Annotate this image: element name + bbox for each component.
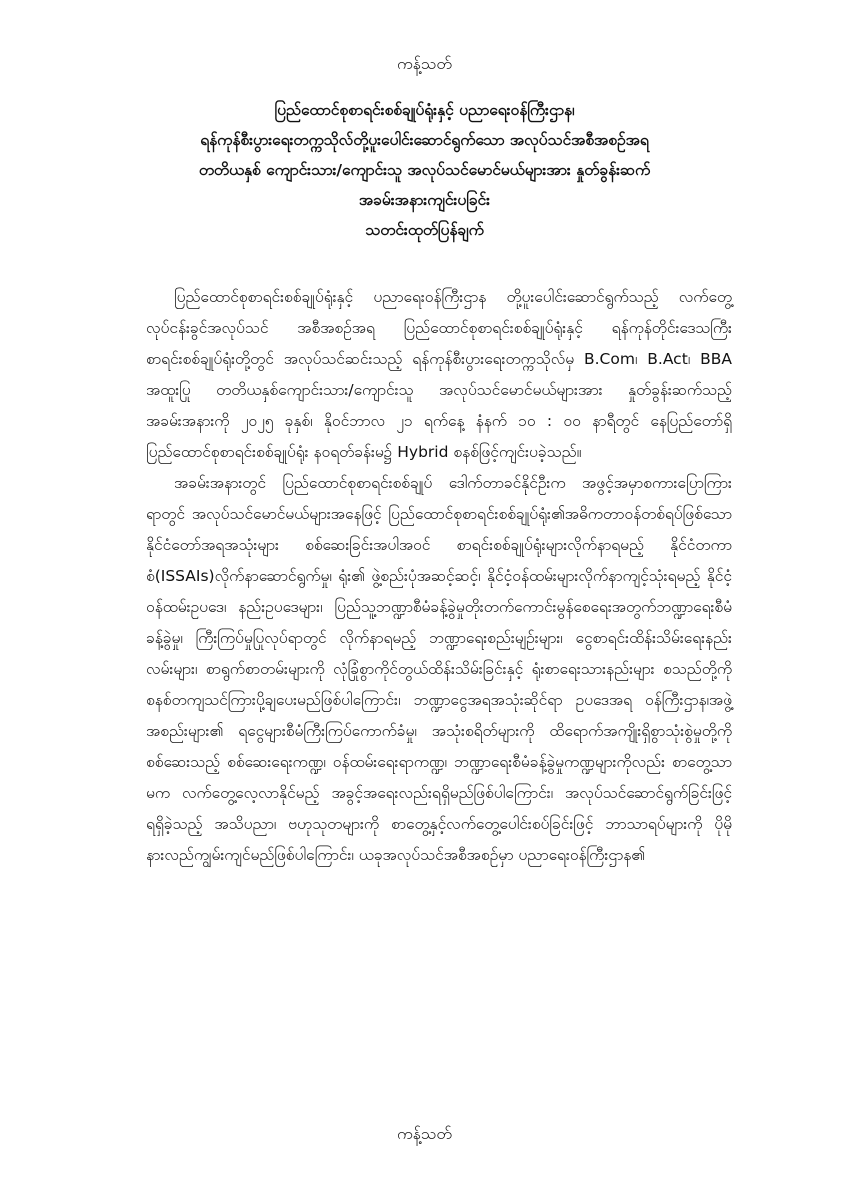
title-block bbox=[100, 95, 749, 245]
title-line-2: ရန်ကုန်စီးပွားရေးတက္ကသိုလ်တို့ပူးပေါင်းဆောင်ရွက်သော အလုပ်သင်အစီအစဉ်အရ bbox=[200, 131, 649, 149]
classification-header: ကန့်သတ် bbox=[397, 54, 452, 73]
title-line-4: အခမ်းအနားကျင်းပခြင်း bbox=[358, 191, 491, 209]
title-line-1: ပြည်ထောင်စုစာရင်းစစ်ချုပ်ရုံးနှင့် ပညာရေးဝန်ကြီးဌာန၊ bbox=[274, 101, 575, 119]
body-text bbox=[146, 282, 732, 871]
paragraph-2: အခမ်းအနားတွင် ပြည်ထောင်စုစာရင်းစစ်ချုပ် ဒေါက်တာခင်နိုင်ဦးက အဖွင့်အမှာစကားပြောကြားရာတွင် အလုပ်သင်မောင်မယ်များအနေဖြင့် ပြည်ထောင်စုစာရင်းစစ်ချုပ်ရုံး၏အဓိကတာဝန်တစ်ရပ်ဖြစ်သော နိုင်ငံတော်အရအသုံးများ စစ်ဆေးခြင်းအပါအဝင် စာရင်းစစ်ချုပ်ရုံးများလိုက်နာရမည့် နိုင်ငံတကာစံ(ISSAIs)လိုက်နာဆောင်ရွက်မှု၊ ရုံး၏ ဖွဲ့စည်းပုံအဆင့်ဆင့်၊ နိုင်ငံ့ဝန်ထမ်းများလိုက်နာကျင့်သုံးရမည့် နိုင်ငံ့ဝန်ထမ်းဥပဒေ၊ နည်းဥပဒေများ၊ ပြည်သူ့ဘဏ္ဍာစီမံခန့်ခွဲမှုတိုးတက်ကောင်းမွန်စေရေးအတွက်ဘဏ္ဍာရေးစီမံခန့်ခွဲမှု၊ ကြီးကြပ်မှုပြုလုပ်ရာတွင် လိုက်နာရမည့် ဘဏ္ဍာရေးစည်းမျဉ်းများ၊ ငွေစာရင်းထိန်းသိမ်းရေးနည်းလမ်းများ၊ စာရွက်စာတမ်းများကို လုံခြုံစွာကိုင်တွယ်ထိန်းသိမ်းခြင်းနှင့် ရုံးစာရေးသားနည်းများ စသည်တို့ကို စနစ်တကျသင်ကြားပို့ချပေးမည်ဖြစ်ပါကြောင်း၊ ဘဏ္ဍာငွေအရအသုံးဆိုင်ရာ ဥပဒေအရ ဝန်ကြီးဌာန၊အဖွဲ့အစည်းများ၏ ရငွေများစီမံကြီးကြပ်ကောက်ခံမှု၊ အသုံးစရိတ်များကို ထိရောက်အကျိုးရှိစွာသုံးစွဲမှုတို့ကိုစစ်ဆေးသည့် စစ်ဆေးရေးကဏ္ဍ၊ ဝန်ထမ်းရေးရာကဏ္ဍ၊ ဘဏ္ဍာရေးစီမံခန့်ခွဲမှုကဏ္ဍများကိုလည်း စာတွေ့သာမက လက်တွေ့လေ့လာနိုင်မည့် အခွင့်အရေးလည်းရရှိမည်ဖြစ်ပါကြောင်း၊ အလုပ်သင်ဆောင်ရွက်ခြင်းဖြင့် ရရှိခဲ့သည့် အသိပညာ၊ ဗဟုသုတများကို စာတွေ့နှင့်လက်တွေ့ပေါင်းစပ်ခြင်းဖြင့် ဘာသာရပ်များကို ပိုမိုနားလည်ကျွမ်းကျင်မည်ဖြစ်ပါကြောင်း၊ ယခုအလုပ်သင်အစီအစဉ်မှာ ပညာရေးဝန်ကြီးဌာန၏ bbox=[146, 474, 732, 864]
classification-footer: ကန့်သတ် bbox=[397, 1124, 452, 1143]
title-line-3: တတိယနှစ် ကျောင်းသား/ကျောင်းသူ အလုပ်သင်မောင်မယ်များအား နှုတ်ခွန်းဆက် bbox=[198, 161, 651, 179]
paragraph-1: ပြည်ထောင်စုစာရင်းစစ်ချုပ်ရုံးနှင့် ပညာရေးဝန်ကြီးဌာန တို့ပူးပေါင်းဆောင်ရွက်သည့် လက်တွေ့လုပ်ငန်းခွင်အလုပ်သင် အစီအစဉ်အရ ပြည်ထောင်စုစာရင်းစစ်ချုပ်ရုံးနှင့် ရန်ကုန်တိုင်းဒေသကြီးစာရင်းစစ်ချုပ်ရုံးတို့တွင် အလုပ်သင်ဆင်းသည့် ရန်ကုန်စီးပွားရေးတက္ကသိုလ်မှ B.Com၊ B.Act၊ BBA အထူးပြု တတိယနှစ်ကျောင်းသား/ကျောင်းသူ အလုပ်သင်မောင်မယ်များအား နှုတ်ခွန်းဆက်သည့် အခမ်းအနားကို ၂၀၂၅ ခုနှစ်၊ နိုဝင်ဘာလ ၂၁ ရက်နေ့ နံနက် ၁၀ : ၀၀ နာရီတွင် နေပြည်တော်ရှိ ပြည်ထောင်စုစာရင်းစစ်ချုပ်ရုံး နဝရတ်ခန်းမ၌ Hybrid စနစ်ဖြင့်ကျင်းပခဲ့သည်။ bbox=[146, 288, 732, 461]
press-release-heading: သတင်းထုတ်ပြန်ချက် bbox=[365, 221, 484, 239]
